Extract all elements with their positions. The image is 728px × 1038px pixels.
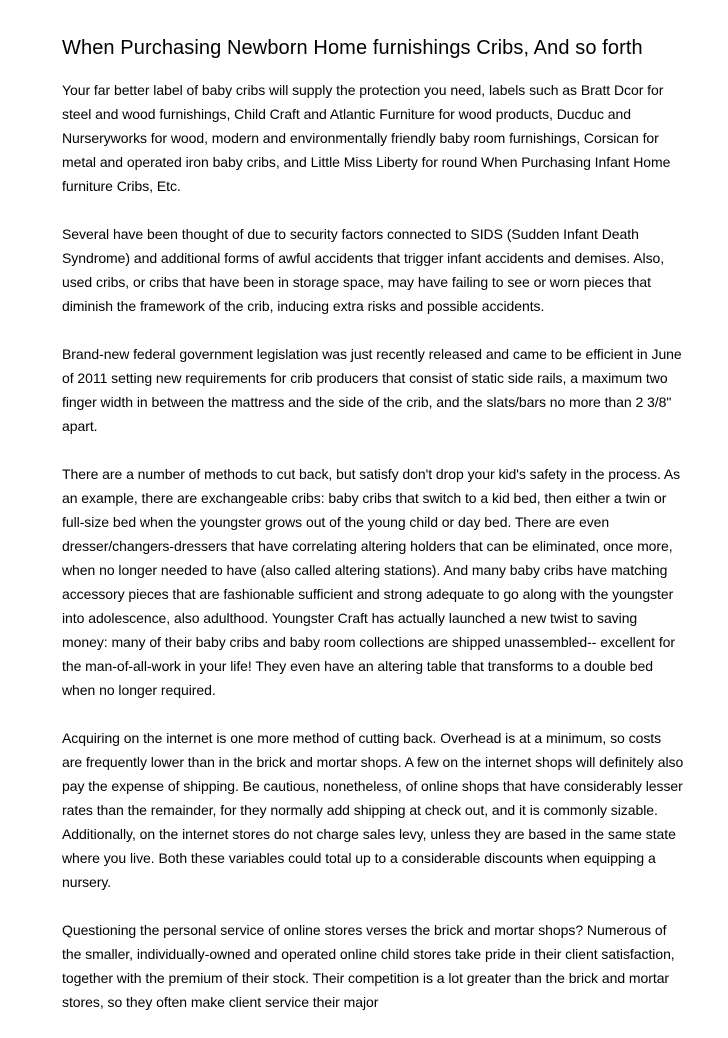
paragraph-6: Questioning the personal service of online stores verses the brick and mortar shops? Numerous of the smaller, individually-owned and operated online child stores take pride in their client satisfaction, together with the premium of their stock. Their competition is a lot greater than the brick and mortar stores, so they often make client service their major [62,922,675,1010]
document-title: When Purchasing Newborn Home furnishings Cribs, And so forth [62,37,643,59]
document-page [62,36,684,1038]
paragraph-4: There are a number of methods to cut back, but satisfy don't drop your kid's safety in the process. As an example, there are exchangeable cribs: baby cribs that switch to a kid bed, then either a twin or full-size bed when the youngster grows out of the young child or day bed. There are even dresser/changers-dressers that have correlating altering holders that can be eliminated, once more, when no longer needed to have (also called altering stations). And many baby cribs have matching accessory pieces that are fashionable sufficient and strong adequate to go along with the youngster into adolescence, also adulthood. Youngster Craft has actually launched a new twist to saving money: many of their baby cribs and baby room collections are shipped unassembled-- excellent for the man-of-all-work in your life! They even have an altering table that transforms to a double bed when no longer required. [62,466,681,698]
paragraph-3: Brand-new federal government legislation was just recently released and came to be efficient in June of 2011 setting new requirements for crib producers that consist of static side rails, a maximum two finger width in between the mattress and the side of the crib, and the slats/bars no more than 2 3/8" apart. [62,346,682,434]
paragraph-1: Your far better label of baby cribs will supply the protection you need, labels such as Bratt Dcor for steel and wood furnishings, Child Craft and Atlantic Furniture for wood products, Ducduc and Nurseryworks for wood, modern and environmentally friendly baby room furnishings, Corsican for metal and operated iron baby cribs, and Little Miss Liberty for round When Purchasing Infant Home furniture Cribs, Etc. [62,82,671,194]
paragraph-5: Acquiring on the internet is one more method of cutting back. Overhead is at a minimum, so costs are frequently lower than in the brick and mortar shops. A few on the internet shops will definitely also pay the expense of shipping. Be cautious, nonetheless, of online shops that have considerably lesser rates than the remainder, for they normally add shipping at check out, and it is commonly sizable. Additionally, on the internet stores do not charge sales levy, unless they are based in the same state where you live. Both these variables could total up to a considerable discounts when equipping a nursery. [62,730,684,890]
paragraph-2: Several have been thought of due to security factors connected to SIDS (Sudden Infant Death Syndrome) and additional forms of awful accidents that trigger infant accidents and demises. Also, used cribs, or cribs that have been in storage space, may have failing to see or worn pieces that diminish the framework of the crib, inducing extra risks and possible accidents. [62,226,665,314]
